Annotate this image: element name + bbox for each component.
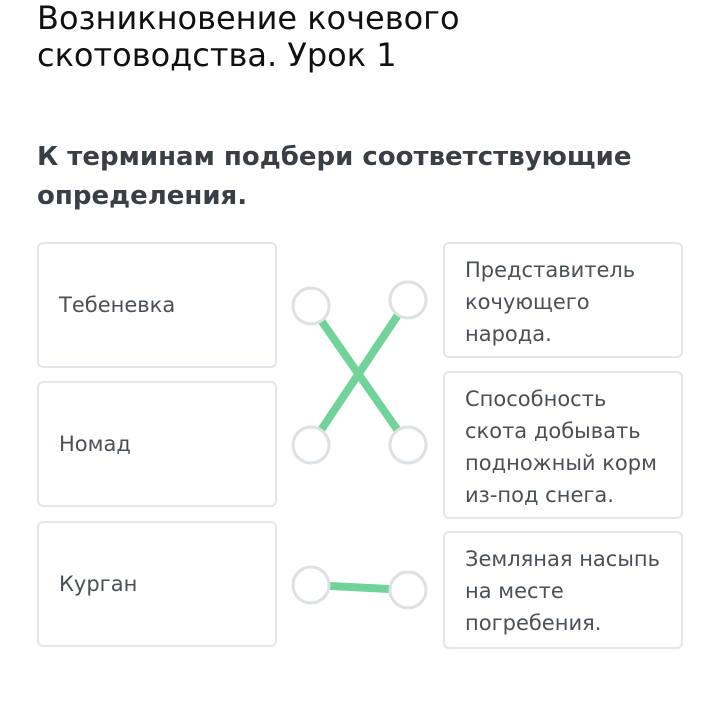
definition-connector-dot-3[interactable]	[390, 572, 426, 608]
definition-text: Представитель кочующего народа.	[465, 258, 636, 346]
definition-text: Способность скота добывать подножный корм из-под снега.	[465, 387, 657, 507]
term-connector-dot-3[interactable]	[293, 567, 329, 603]
task-question: К терминам подбери соответствующие определения.	[37, 142, 632, 211]
definition-connector-dot-1[interactable]	[390, 282, 426, 318]
term-label: Курган	[59, 572, 138, 596]
term-label: Тебеневка	[59, 293, 176, 317]
term-connector-dot-2[interactable]	[293, 427, 329, 463]
term-connector-dot-1[interactable]	[293, 288, 329, 324]
term-label: Номад	[59, 432, 131, 456]
definition-connector-dot-2[interactable]	[390, 427, 426, 463]
definition-text: Земляная насыпь на месте погребения.	[465, 547, 661, 635]
lesson-title: Возникновение кочевого скотоводства. Урок 1	[37, 0, 460, 74]
